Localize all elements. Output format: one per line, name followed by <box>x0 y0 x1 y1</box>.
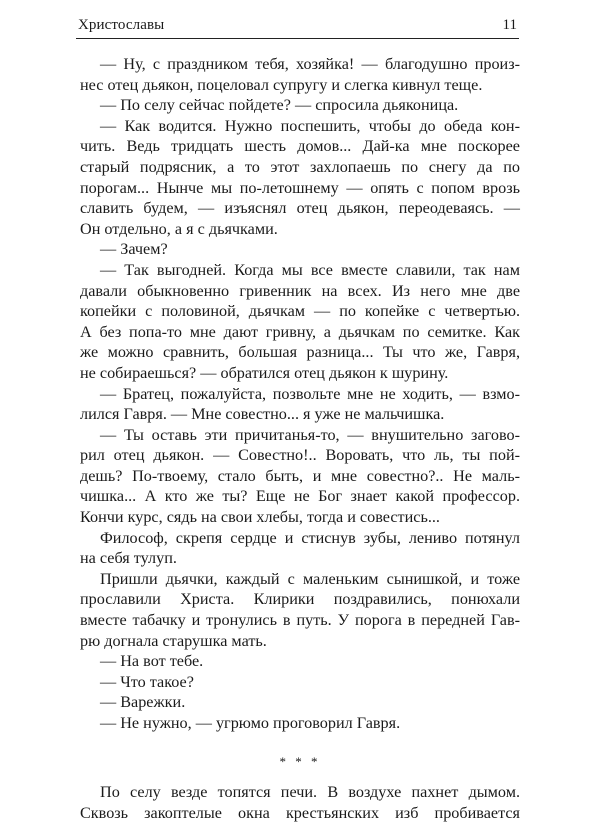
page-header <box>76 14 519 39</box>
text-line: — Как водится. Нужно поспешить, чтобы до обеда кон- <box>100 116 520 135</box>
text-line: славить будем, — изъяснял отец дьякон, переодеваясь. — <box>80 199 520 218</box>
text-line: Философ, скрепя сердце и стиснув зубы, лениво потянул <box>100 528 520 547</box>
text-line: на себя тулуп. <box>80 549 177 568</box>
section-gap <box>80 772 520 782</box>
text-line: — На вот тебе. <box>100 652 204 671</box>
text-line: — Не нужно, — угрюмо проговорил Гавря. <box>100 714 401 732</box>
text-line: — Так выгодней. Когда мы все вместе славили, так нам <box>100 260 520 279</box>
text-line: не собираешься? — обратился отец дьякон к шурину. <box>80 363 449 382</box>
text-line: — Варежки. <box>100 693 186 712</box>
text-line: нес отец дьякон, поцеловал супругу и слегка кивнул теще. <box>80 75 483 94</box>
text-line: А без попа-то мне дают гривну, а дьячкам по семитке. Как <box>80 322 520 341</box>
text-line: давали обыкновенно гривенник на всех. Из него мне две <box>80 281 520 300</box>
text-line: лился Гавря. — Мне совестно... я уже не мальчишка. <box>80 405 445 424</box>
text-line: чить. Ведь тридцать шесть домов... Дай-ка мне поскорее <box>80 137 520 156</box>
text-line: — Ты оставь эти причитанья-то, — внушительно загово- <box>100 425 520 444</box>
section-separator: * * * <box>279 753 321 769</box>
text-line: дешь? По-твоему, стало быть, и мне совестно?.. Не маль- <box>80 466 520 485</box>
text-line: — Зачем? <box>100 240 168 259</box>
text-line: — Что такое? <box>100 672 194 691</box>
text-line: вместе табачку и тронулись в путь. У порога в передней Гав- <box>80 611 520 630</box>
text-line: старый подрясник, а то этот захлопаешь по снегу да по <box>80 157 520 176</box>
text-line: рю догнала старушка мать. <box>80 631 267 650</box>
text-line: Сквозь закоптелые окна крестьянских изб пробивается <box>80 803 520 822</box>
text-line: По селу везде топятся печи. В воздухе пахнет дымом. <box>100 783 520 802</box>
text-line: рил отец дьякон. — Совестно!.. Воровать, что ль, ты пой- <box>80 446 520 465</box>
text-line: же можно сравнить, большая разница... Ты что же, Гавря, <box>80 343 520 362</box>
text-line: прославили Христа. Клирики поздравились, понюхали <box>80 590 520 609</box>
text-line: чишка... А кто же ты? Еще не Бог знает какой профессор. <box>80 487 520 506</box>
running-title: Христославы <box>78 17 165 33</box>
text-line: — Братец, пожалуйста, позвольте мне не ходить, — взмо- <box>100 384 520 403</box>
page-number: 11 <box>502 17 517 33</box>
text-line: Кончи курс, сядь на свои хлебы, тогда и совестись... <box>80 508 440 527</box>
text-line: порогам... Нынче мы по-летошнему — опять с попом врозь <box>80 178 520 197</box>
text-line: — Ну, с праздником тебя, хозяйка! — благодушно произ- <box>100 55 520 73</box>
body-text <box>80 54 520 823</box>
section-gap <box>80 734 520 752</box>
text-line: Он отдельно, а я с дьячками. <box>80 219 278 238</box>
text-line: Пришли дьячки, каждый с маленьким сынишкой, и тоже <box>100 569 520 588</box>
text-line: копейки с половиной, дьячкам — по копейке с четвертью. <box>80 302 520 321</box>
text-line: — По селу сейчас пойдете? — спросила дьяконица. <box>100 96 459 115</box>
